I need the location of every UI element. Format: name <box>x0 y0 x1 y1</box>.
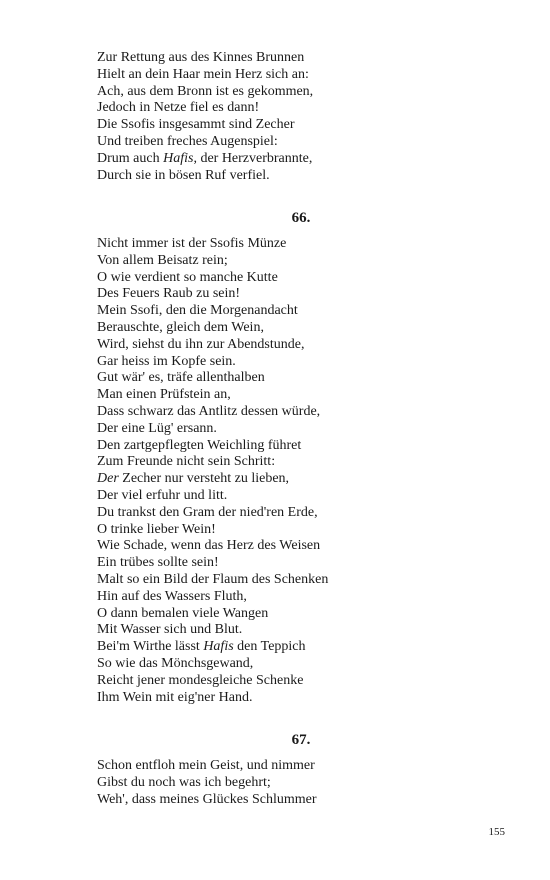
poem-66-body <box>97 236 497 706</box>
verse-text: , der Herzverbrannte, <box>193 150 313 166</box>
verse-line: Du trankst den Gram der nied'ren Erde, <box>97 504 318 520</box>
verse-line: Hin auf des Wassers Fluth, <box>97 588 247 604</box>
verse-line: Des Feuers Raub zu sein! <box>97 286 241 302</box>
poem-67-number: 67. <box>291 732 311 748</box>
verse-line: Ihm Wein mit eig'ner Hand. <box>97 689 253 705</box>
verse-line <box>97 471 497 488</box>
verse-line: Die Ssofis insgesammt sind Zecher <box>97 117 295 133</box>
verse-line: Hielt an dein Haar mein Herz sich an: <box>97 66 309 82</box>
verse-line: Ach, aus dem Bronn ist es gekommen, <box>97 83 314 99</box>
verse-line: Mein Ssofi, den die Morgenandacht <box>97 303 298 319</box>
verse-text: Zecher nur versteht zu lieben, <box>118 471 290 487</box>
verse-text: den Teppich <box>233 639 306 655</box>
verse-line: Gut wär' es, träfe allenthalben <box>97 370 265 386</box>
verse-line: Wird, siehst du ihn zur Abendstunde, <box>97 336 305 352</box>
verse-line: Zur Rettung aus des Kinnes Brunnen <box>97 50 305 65</box>
verse-text: Drum auch <box>97 150 164 166</box>
page-number: 155 <box>488 826 505 838</box>
verse-line: Der eine Lüg' ersann. <box>97 420 217 436</box>
verse-line: Man einen Prüfstein an, <box>97 387 231 403</box>
verse-line: O dann bemalen viele Wangen <box>97 605 269 621</box>
verse-line: Nicht immer ist der Ssofis Münze <box>97 236 287 251</box>
verse-line: Ein trübes sollte sein! <box>97 555 219 571</box>
verse-line: Malt so ein Bild der Flaum des Schenken <box>97 571 329 587</box>
verse-line: Mit Wasser sich und Blut. <box>97 622 243 638</box>
verse-line: Dass schwarz das Antlitz dessen würde, <box>97 403 321 419</box>
verse-line: Der viel erfuhr und litt. <box>97 487 228 503</box>
verse-emphasis: Der <box>97 471 119 487</box>
poem-67-body <box>97 758 497 808</box>
verse-line: Berauschte, gleich dem Wein, <box>97 319 264 335</box>
verse-line: Jedoch in Netze fiel es dann! <box>97 100 260 116</box>
verse-line <box>97 639 497 656</box>
verse-line: Durch sie in bösen Ruf verfiel. <box>97 167 270 183</box>
verse-line <box>97 151 497 168</box>
verse-line: Schon entfloh mein Geist, und nimmer <box>97 758 315 773</box>
verse-line: Zum Freunde nicht sein Schritt: <box>97 454 276 470</box>
verse-line: Den zartgepflegten Weichling führet <box>97 437 302 453</box>
verse-line: So wie das Mönchsgewand, <box>97 655 254 671</box>
verse-emphasis: Hafis <box>163 150 194 166</box>
poem-66-number: 66. <box>291 210 311 226</box>
verse-text: Bei'm Wirthe lässt <box>97 639 204 655</box>
verse-line: Wie Schade, wenn das Herz des Weisen <box>97 538 321 554</box>
verse-line: Gar heiss im Kopfe sein. <box>97 353 236 369</box>
verse-line: Und treiben freches Augenspiel: <box>97 133 278 149</box>
stanza-top <box>97 50 497 184</box>
verse-line: Gibst du noch was ich begehrt; <box>97 774 271 790</box>
verse-emphasis: Hafis <box>203 639 234 655</box>
verse-line: Weh', dass meines Glückes Schlummer <box>97 791 317 807</box>
verse-line: O trinke lieber Wein! <box>97 521 216 537</box>
verse-line: Reicht jener mondesgleiche Schenke <box>97 672 304 688</box>
verse-line: O wie verdient so manche Kutte <box>97 269 278 285</box>
verse-line: Von allem Beisatz rein; <box>97 252 228 268</box>
